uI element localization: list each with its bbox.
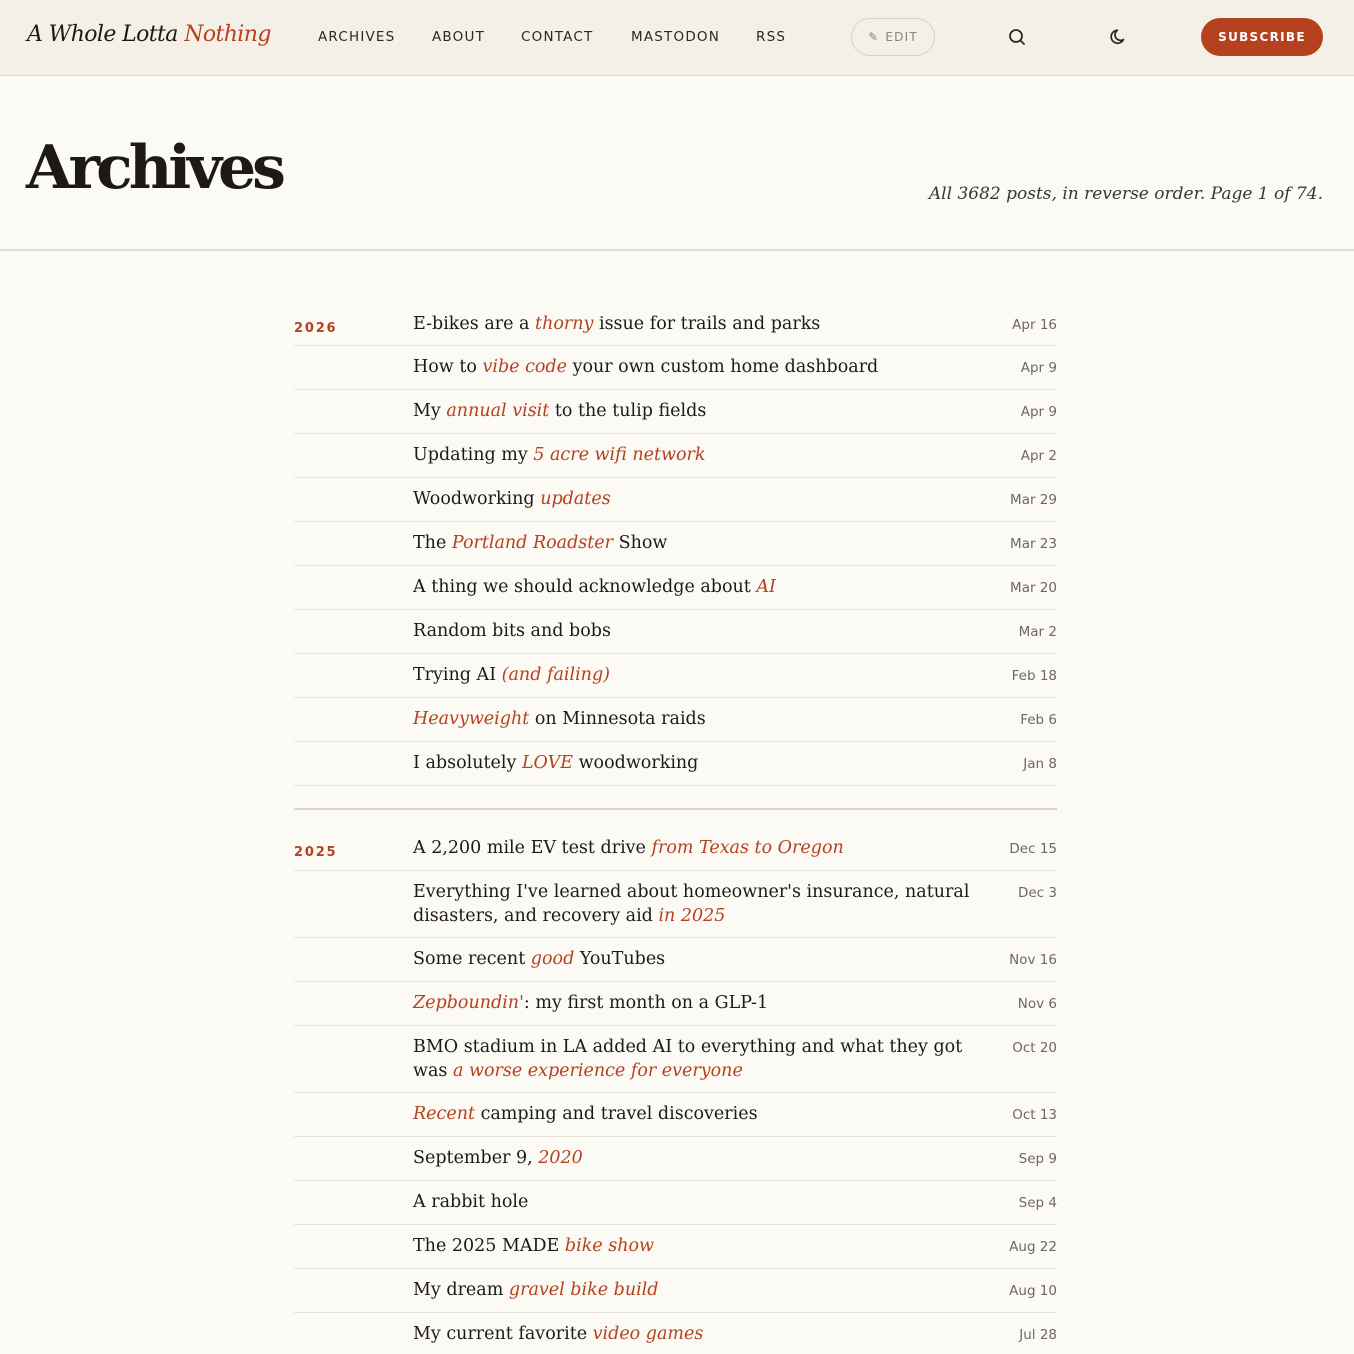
post-title-text: The 2025 MADE [413,1236,565,1256]
post-date: Apr 16 [1012,317,1057,333]
post-date: Oct 13 [1012,1107,1057,1123]
post-row[interactable] [294,871,1057,938]
nav-about[interactable]: ABOUT [432,29,486,45]
post-title-emphasis: annual visit [446,401,550,421]
post-title-text: your own custom home dashboard [567,357,879,377]
post-title-link[interactable] [413,751,988,775]
post-date: Feb 18 [1011,668,1057,684]
post-title-text: Woodworking [413,489,541,509]
post-title-text: I absolutely [413,753,522,773]
post-row[interactable] [294,346,1057,390]
post-row[interactable] [294,566,1057,610]
post-title-emphasis: Heavyweight [413,709,530,729]
post-title-link[interactable] [413,663,988,687]
post-title-emphasis: Recent [413,1104,475,1124]
post-title-text: : my first month on a GLP-1 [523,993,769,1013]
post-title-text: camping and travel discoveries [475,1104,758,1124]
edit-button[interactable] [851,18,935,56]
post-title-link[interactable] [413,399,988,423]
post-title-link[interactable] [413,487,988,511]
post-title-text: My [413,401,447,421]
post-title-emphasis: thorny [535,314,594,334]
nav-rss[interactable]: RSS [756,29,787,45]
post-title-link[interactable] [413,443,988,467]
post-title-link[interactable] [413,1322,988,1346]
post-row[interactable] [294,654,1057,698]
post-title-emphasis: 2020 [538,1148,583,1168]
post-title-emphasis: Zepboundin' [413,993,524,1013]
post-date: Jan 8 [1023,756,1057,772]
post-title-emphasis: gravel bike build [508,1280,659,1300]
post-title-emphasis: updates [540,489,611,509]
post-title-link[interactable] [413,1102,988,1126]
post-row[interactable] [294,1269,1057,1313]
post-date: Sep 4 [1018,1195,1057,1211]
post-title-text: A 2,200 mile EV test drive [413,838,652,858]
post-title-emphasis: a worse experience for everyone [452,1061,743,1081]
year-label: 2025 [294,845,338,860]
post-row[interactable] [294,1026,1057,1093]
post-title-link[interactable] [413,991,988,1015]
year-group-2026 [294,303,1057,786]
post-row[interactable] [294,1181,1057,1225]
post-date: Apr 9 [1020,360,1057,376]
post-row[interactable] [294,478,1057,522]
post-title-text: A rabbit hole [413,1192,529,1212]
post-row[interactable] [294,1225,1057,1269]
post-row[interactable] [294,303,1057,346]
post-title-emphasis: vibe code [482,357,567,377]
post-title-emphasis: LOVE [521,753,574,773]
post-date: Mar 2 [1018,624,1057,640]
post-row[interactable] [294,1137,1057,1181]
post-title-emphasis: AI [756,577,776,597]
post-date: Jul 28 [1019,1327,1057,1343]
year-label: 2026 [294,321,338,336]
post-title-text: Everything I've learned about homeowner's insurance, natural disasters, and recovery aid [413,882,970,926]
post-title-text: YouTubes [574,949,666,969]
nav-mastodon[interactable]: MASTODON [631,29,721,45]
post-title-text: to the tulip fields [549,401,707,421]
post-title-text: on Minnesota raids [529,709,706,729]
moon-icon[interactable] [1109,27,1129,47]
post-title-text: The [413,533,452,553]
post-row[interactable] [294,698,1057,742]
post-date: Feb 6 [1020,712,1057,728]
post-title-link[interactable] [413,707,988,731]
post-title-emphasis: bike show [564,1236,654,1256]
post-title-text: September 9, [413,1148,539,1168]
post-title-link[interactable] [413,1190,988,1214]
post-row[interactable] [294,827,1057,871]
post-title-emphasis: from Texas to Oregon [651,838,844,858]
post-title-link[interactable] [413,1278,988,1302]
edit-label: EDIT [885,30,918,44]
post-row[interactable] [294,1093,1057,1137]
post-title-text: woodworking [573,753,699,773]
site-header [0,0,1354,76]
post-row[interactable] [294,610,1057,654]
post-title-text: A thing we should acknowledge about [413,577,757,597]
post-title-link[interactable] [413,1234,988,1258]
post-date: Sep 9 [1018,1151,1057,1167]
post-row[interactable] [294,1313,1057,1354]
post-row[interactable] [294,390,1057,434]
post-title-text: E-bikes are a [413,314,536,334]
post-title-text: Random bits and bobs [413,621,611,641]
post-date: Oct 20 [1012,1040,1057,1056]
post-title-emphasis: Portland Roadster [451,533,614,553]
post-title-link[interactable] [413,1146,988,1170]
post-date: Nov 16 [1009,952,1057,968]
post-title-link[interactable] [413,947,988,971]
hero-divider [0,249,1354,251]
search-icon[interactable] [1007,27,1027,47]
post-title-text: BMO stadium in LA added AI to everything and what they got was [413,1037,963,1081]
post-title-link[interactable] [413,880,988,928]
post-title-link[interactable] [413,575,988,599]
nav-contact[interactable]: CONTACT [521,29,594,45]
post-title-emphasis: (and failing) [501,665,610,685]
page-title: Archives [26,133,282,203]
nav-archives[interactable]: ARCHIVES [318,29,396,45]
post-date: Mar 20 [1010,580,1057,596]
post-title-link[interactable] [413,312,988,336]
post-row[interactable] [294,434,1057,478]
post-title-link[interactable] [413,836,988,860]
post-title-emphasis: good [530,949,575,969]
post-title-link[interactable] [413,531,988,555]
year-group-2025 [294,827,1057,1354]
subscribe-button[interactable]: SUBSCRIBE [1201,18,1323,56]
post-date: Aug 10 [1009,1283,1057,1299]
post-row[interactable] [294,938,1057,982]
post-title-link[interactable] [413,1035,988,1083]
post-title-emphasis: video games [592,1324,704,1344]
pencil-icon: ✎ [868,30,880,44]
logo-text: A Whole Lotta [27,22,185,47]
logo-accent-text: Nothing [184,22,271,47]
post-title-text: Show [613,533,668,553]
post-title-text: issue for trails and parks [593,314,821,334]
site-logo[interactable] [27,22,271,47]
post-date: Mar 23 [1010,536,1057,552]
post-title-link[interactable] [413,355,988,379]
post-date: Aug 22 [1009,1239,1057,1255]
post-title-link[interactable] [413,619,988,643]
post-row[interactable] [294,982,1057,1026]
post-title-text: Trying AI [413,665,502,685]
post-date: Apr 2 [1020,448,1057,464]
post-title-emphasis: in 2025 [658,906,726,926]
post-row[interactable] [294,742,1057,786]
post-row[interactable] [294,522,1057,566]
post-title-text: My dream [413,1280,509,1300]
post-title-text: My current favorite [413,1324,593,1344]
post-title-text: How to [413,357,483,377]
post-title-text: Some recent [413,949,531,969]
post-date: Dec 3 [1017,885,1057,901]
post-date: Apr 9 [1020,404,1057,420]
post-date: Nov 6 [1017,996,1057,1012]
post-date: Dec 15 [1009,841,1057,857]
page-subtitle: All 3682 posts, in reverse order. Page 1 of 74. [928,184,1323,204]
post-date: Mar 29 [1010,492,1057,508]
post-title-text: Updating my [413,445,534,465]
post-title-emphasis: 5 acre wifi network [533,445,706,465]
year-divider [294,808,1057,810]
